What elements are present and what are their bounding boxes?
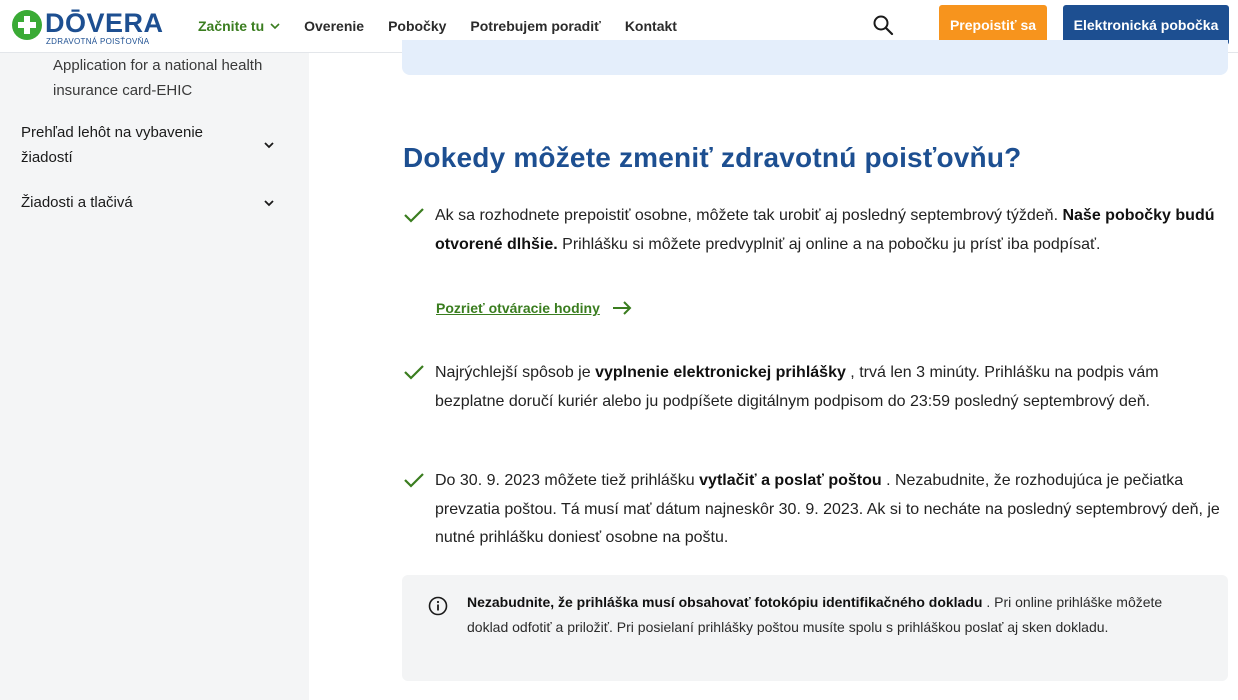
nav-label: Kontakt <box>624 18 677 34</box>
text-bold: Naše pobočky budú otvorené dlhšie. <box>435 207 1215 253</box>
search-icon[interactable] <box>872 14 894 36</box>
text-part: , trvá len 3 minúty. Prihlášku na podpis vám bezplatne doručí kuriér alebo ju podpíšete digitálnym podpisom do 23:59 posledný septembrový deň. <box>435 364 1159 410</box>
info-bold: Nezabudnite, že prihláška musí obsahovať fotokópiu identifikačného dokladu <box>467 594 983 610</box>
info-text <box>467 590 1207 640</box>
nav-pobocky[interactable] <box>388 18 446 34</box>
info-icon <box>428 596 448 616</box>
nav-potrebujem-poradit[interactable] <box>470 18 600 34</box>
sidebar <box>0 53 309 700</box>
sidebar-item-label: Žiadosti a tlačivá <box>21 194 133 211</box>
nav-label: Overenie <box>304 18 365 34</box>
elektronicka-pobocka-button[interactable]: Elektronická pobočka <box>1063 5 1229 45</box>
sidebar-item-ziadosti-tlaciva[interactable] <box>21 190 291 215</box>
check-icon <box>403 472 425 488</box>
list-item <box>403 202 1228 292</box>
text-part: Prihlášku si môžete predvyplniť aj online a na pobočku ju prísť iba podpísať. <box>557 235 1101 253</box>
list-item-text <box>435 359 1228 416</box>
chevron-down-icon <box>263 139 275 151</box>
list-item <box>403 467 1228 557</box>
info-box <box>402 575 1228 681</box>
chevron-down-icon <box>263 197 275 209</box>
sidebar-item-label: Prehľad lehôt na vybavenie žiadostí <box>21 124 203 166</box>
logo-wordmark: DŌVERA <box>45 8 164 38</box>
nav-overenie[interactable] <box>304 18 364 34</box>
nav-label: Potrebujem poradiť <box>470 18 601 34</box>
text-part: Najrýchlejší spôsob je <box>435 364 596 381</box>
arrow-right-icon <box>612 300 632 316</box>
list-item-text <box>435 202 1228 259</box>
nav-label: Pobočky <box>388 18 447 34</box>
plus-logo-icon <box>12 10 42 40</box>
opening-hours-link[interactable] <box>436 300 632 316</box>
text-part: Ak sa rozhodnete prepoistiť osobne, môžete tak urobiť aj posledný septembrový týždeň. <box>435 207 1063 224</box>
sidebar-subitem-ehic[interactable]: Application for a national health insurance card-EHIC <box>53 57 263 99</box>
text-part: Do 30. 9. 2023 môžete tiež prihlášku <box>435 472 700 489</box>
info-banner-top <box>402 40 1228 75</box>
prepoistit-sa-button[interactable]: Prepoistiť sa <box>939 5 1047 45</box>
sidebar-item-prehlad-lehot[interactable] <box>21 120 291 170</box>
nav-label: Začnite tu <box>198 18 265 34</box>
info-rest: . Pri online prihláške môžete doklad odfotiť a priložiť. Pri posielaní prihlášky poštou musíte spolu s prihláškou poslať aj sken dokladu. <box>467 594 1163 635</box>
list-item <box>403 359 1228 449</box>
section-title: Dokedy môžete zmeniť zdravotnú poisťovňu? <box>403 142 1022 173</box>
electronic-form-link[interactable]: vyplnenie elektronickej prihlášky <box>595 364 846 381</box>
check-icon <box>403 207 425 223</box>
text-part: . Nezabudnite, že rozhodujúca je pečiatka prevzatia poštou. Tá musí mať dátum najneskôr 30. 9. 2023. Ak si to necháte na posledný septembrový deň, je nutné prihlášku doniesť osobne na poštu. <box>435 472 1220 546</box>
logo-subtitle: ZDRAVOTNÁ POISŤOVŇA <box>46 37 150 46</box>
nav-kontakt[interactable] <box>625 18 677 34</box>
link-label: Pozrieť otváracie hodiny <box>436 300 600 316</box>
print-and-mail-link[interactable]: vytlačiť a poslať poštou <box>699 472 882 489</box>
dovera-logo[interactable] <box>12 8 162 44</box>
list-item-text <box>435 467 1228 553</box>
check-icon <box>403 364 425 380</box>
nav-zacnite-tu[interactable] <box>198 18 280 34</box>
chevron-down-icon <box>270 21 280 31</box>
